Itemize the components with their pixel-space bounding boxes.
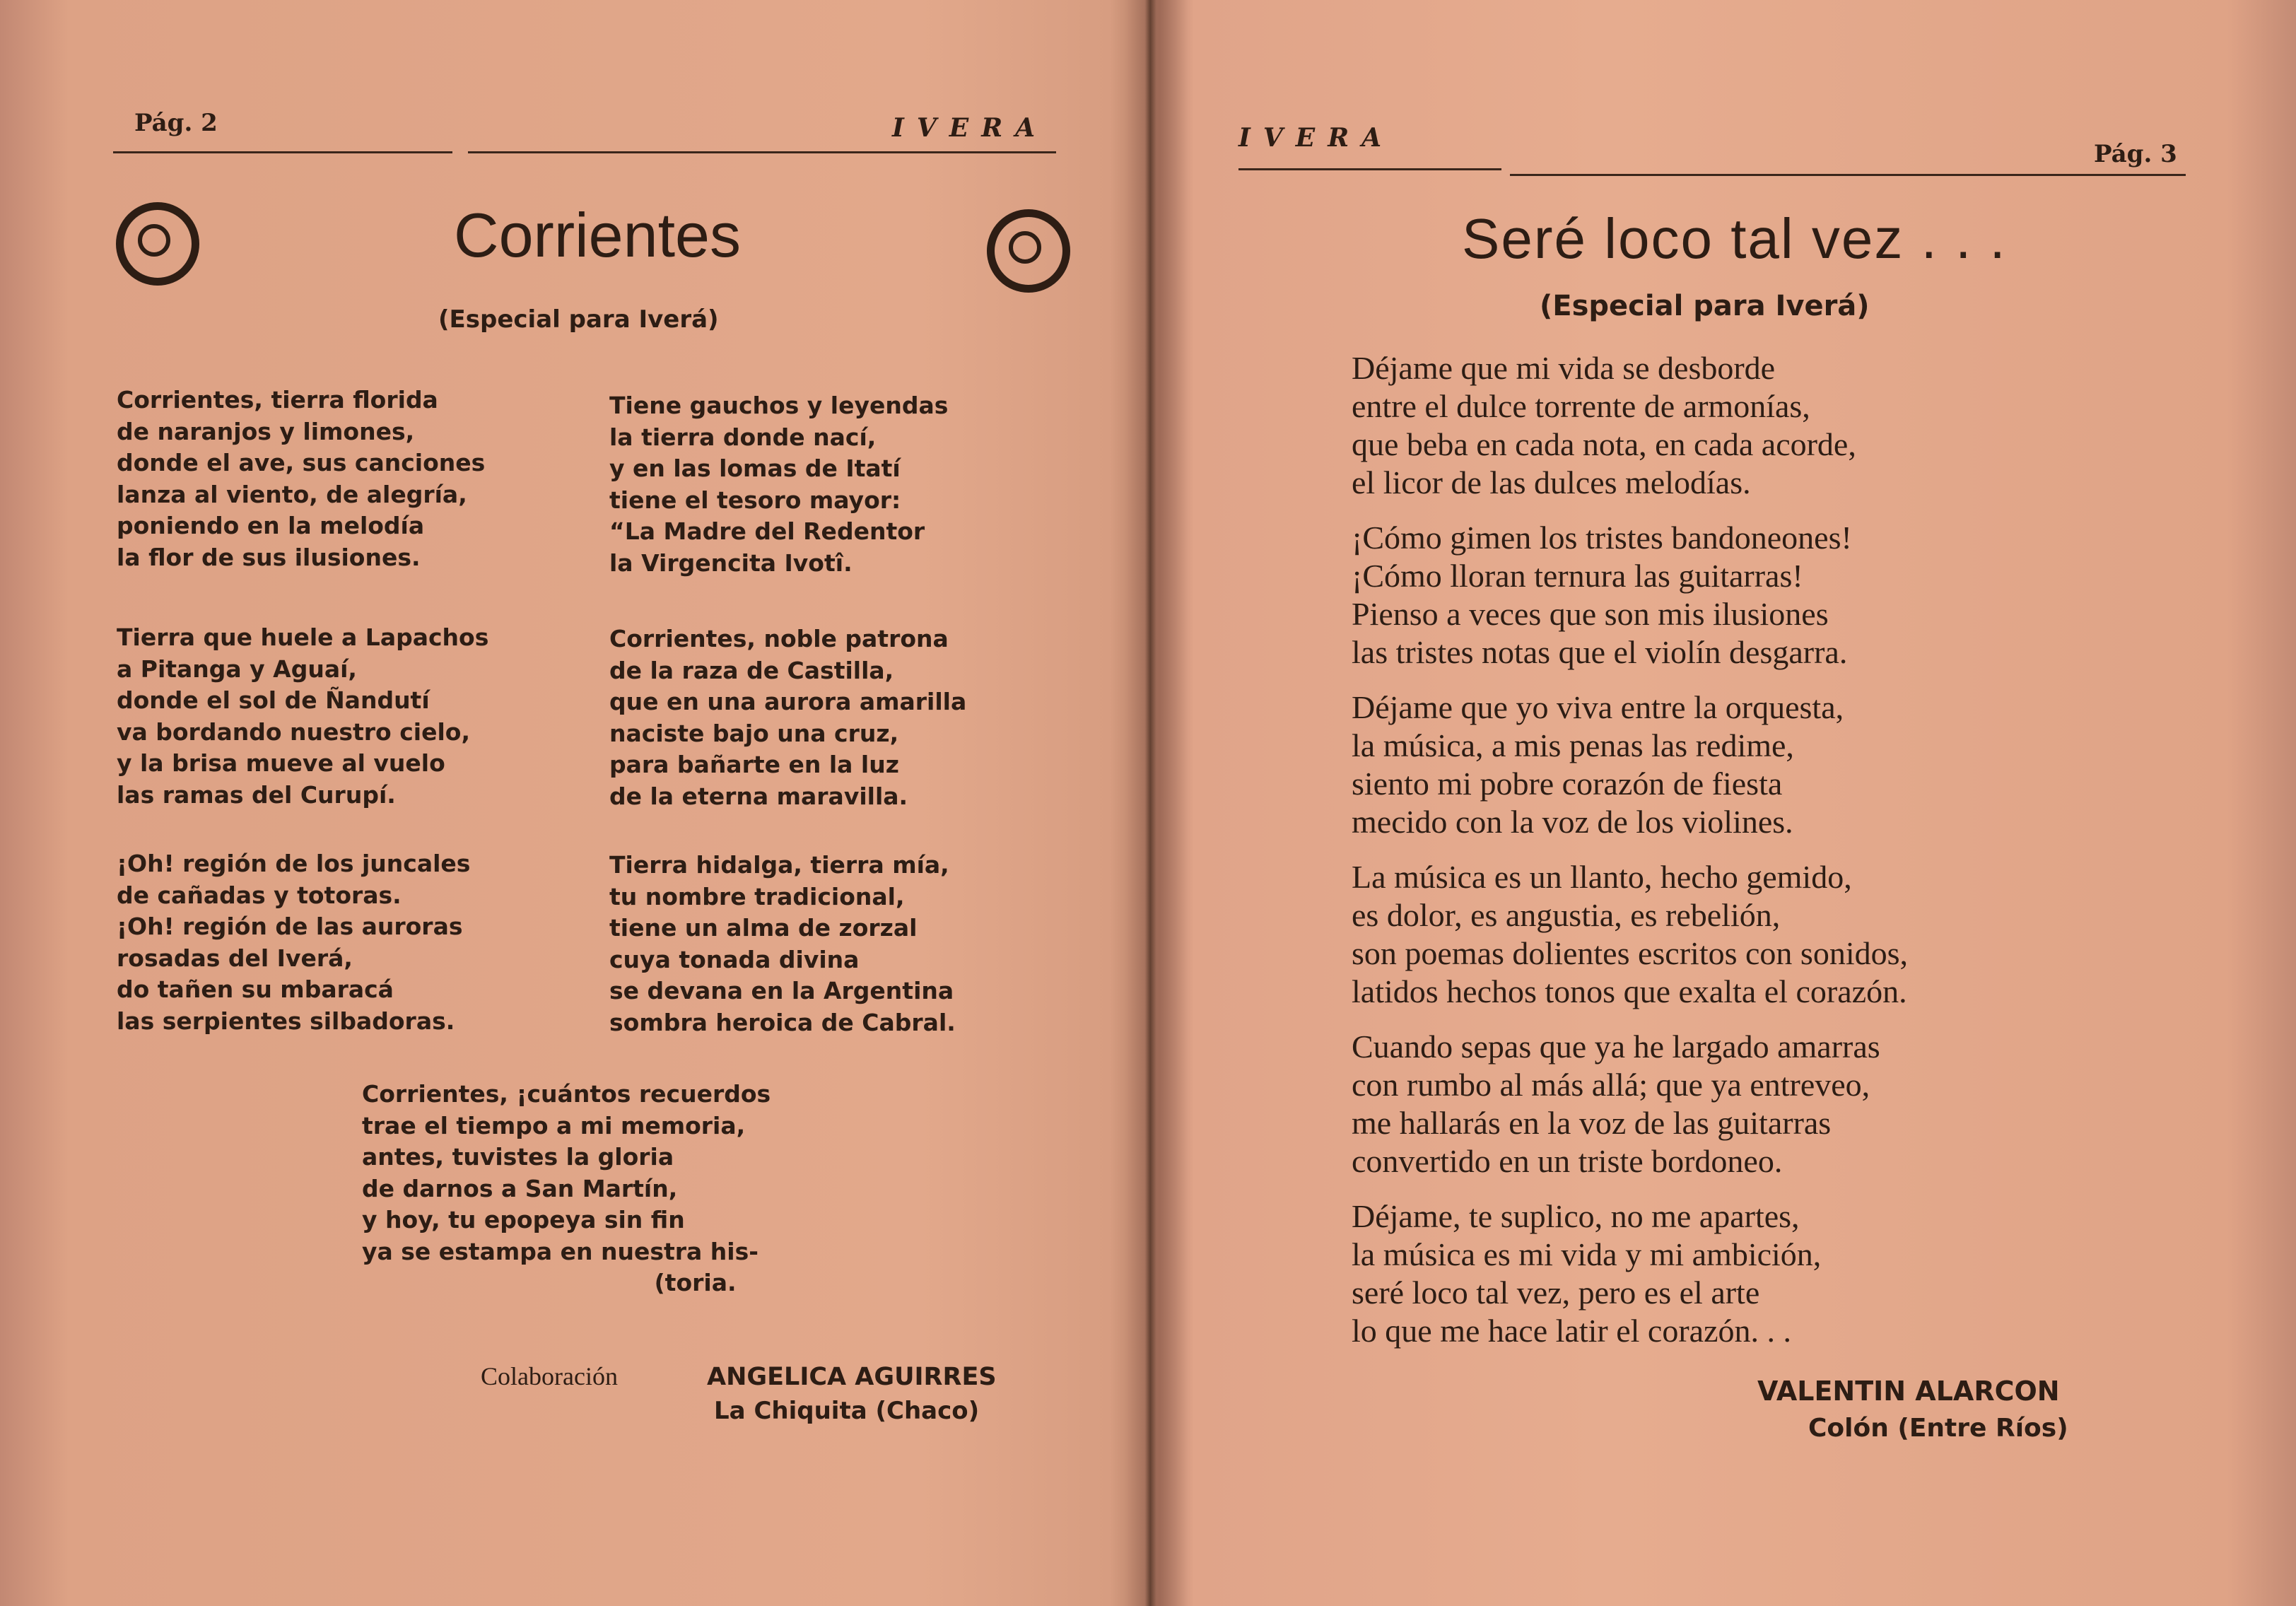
author-location: La Chiquita (Chaco) (714, 1397, 980, 1425)
stanza: Corrientes, noble patrona de la raza de Castilla, que en una aurora amarilla naciste bajo una cruz, para bañarte en la luz de la eterna maravilla. (609, 625, 967, 810)
stanza: Déjame que mi vida se desborde entre el dulce torrente de armonías, que beba en cada nota, en cada acorde, el licor de las dulces melodías. (1352, 350, 1856, 500)
author-location: Colón (Entre Ríos) (1808, 1414, 2068, 1443)
masthead: IVERA (1238, 123, 1395, 153)
stanza: Corrientes, ¡cuántos recuerdos trae el tiempo a mi memoria, antes, tuvistes la gloria de darnos a San Martín, y hoy, tu epopeya sin fin ya se estampa en nuestra his- (toria. (362, 1080, 771, 1296)
author-name: ANGELICA AGUIRRES (707, 1363, 997, 1391)
page-number: Pág. 2 (134, 109, 218, 137)
stanza: ¡Oh! región de los juncales de cañadas y totoras. ¡Oh! región de las auroras rosadas del Iverá, do tañen su mbaracá las serpientes silbadoras. (117, 850, 471, 1035)
masthead: IVERA (892, 113, 1048, 143)
stanza: Tiene gauchos y leyendas la tierra donde nací, y en las lomas de Itatí tiene el tesoro mayor: “La Madre del Redentor la Virgencita Ivotî. (609, 392, 949, 577)
poem-title: Corrientes (454, 200, 741, 270)
stanza: Déjame que yo viva entre la orquesta, la música, a mis penas las redime, siento mi pobre corazón de fiesta mecido con la voz de los violines. (1352, 689, 1844, 840)
poem-title: Seré loco tal vez . . . (1462, 207, 2007, 270)
header-rule (468, 151, 1056, 153)
collaboration-label: Colaboración (481, 1362, 618, 1390)
stanza: Cuando sepas que ya he largado amarras con rumbo al más allá; que ya entreveo, me hallarás en la voz de las guitarras convertido en un triste bordoneo. (1352, 1028, 1880, 1179)
header-rule (113, 151, 452, 153)
stanza: Tierra que huele a Lapachos a Pitanga y Aguaí, donde el sol de Ñandutí va bordando nuestro cielo, y la brisa mueve al vuelo las ramas del Curupí. (117, 623, 489, 809)
stanza: ¡Cómo gimen los tristes bandoneones! ¡Cómo lloran ternura las guitarras! Pienso a veces que son mis ilusiones las tristes notas que el violín desgarra. (1352, 520, 1852, 670)
page-number: Pág. 3 (2094, 140, 2177, 168)
stanza: Déjame, te suplico, no me apartes, la música es mi vida y mi ambición, seré loco tal vez, pero es el arte lo que me hace latir el corazón. . . (1352, 1198, 1822, 1349)
stanza: Corrientes, tierra florida de naranjos y limones, donde el ave, sus canciones lanza al viento, de alegría, poniendo en la melodía la flor de sus ilusiones. (117, 386, 486, 571)
stanza: Tierra hidalga, tierra mía, tu nombre tradicional, tiene un alma de zorzal cuya tonada divina se devana en la Argentina sombra heroica de Cabral. (609, 851, 956, 1036)
header-rule (1510, 174, 2186, 176)
left-page (0, 0, 1131, 1606)
stanza: La música es un llanto, hecho gemido, es dolor, es angustia, es rebelión, son poemas dolientes escritos con sonidos, latidos hechos tonos que exalta el corazón. (1352, 859, 1909, 1009)
author-name: VALENTIN ALARCON (1757, 1376, 2060, 1407)
header-rule (1238, 168, 1501, 170)
poem-subtitle: (Especial para Iverá) (1540, 290, 1870, 322)
poem-subtitle: (Especial para Iverá) (438, 305, 719, 334)
